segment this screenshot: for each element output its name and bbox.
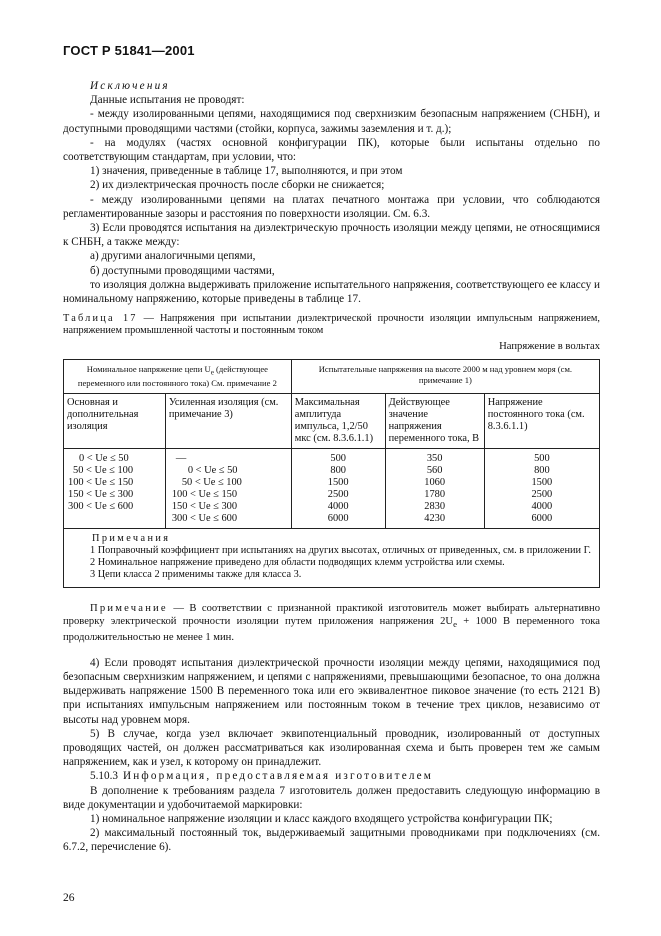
ac-values-cell: 350 560 1060 1780 2830 4230 [385,448,484,528]
section-intro: В дополнение к требованиям раздела 7 изготовитель должен предоставить следующую информацию в виде документации и удобочитаемой маркировки: [63,784,600,811]
col-reinforced-insulation: Усиленная изоляция (см. примечание 3) [165,393,291,448]
range: 50 < Ue ≤ 100 [181,476,242,488]
exception-item: - на модулях (частях основной конфигурации ПК), которые были испытаны отдельно по соответствующим стандартам, при условии, что: [63,136,600,164]
section-item: 1) номинальное напряжение изоляции и класс каждого входящего устройства конфигурации ПК; [90,812,553,825]
notes-title: Примечания [92,532,171,544]
page-number: 26 [63,892,75,904]
exception-item: - между изолированными цепями, находящимися под сверхнизким безопасным напряжением (СНБН), и доступными проводящими частями (стойки, корпуса, зажимы заземления и т. д.); [63,108,600,135]
range: 0 < Ue ≤ 50 [79,452,129,464]
col-impulse: Максимальная амплитуда импульса, 1,2/50 мкс (см. 8.3.6.1.1) [291,393,385,448]
document-header: ГОСТ Р 51841—2001 [63,43,195,58]
remark: Примечание — В соответствии с признанной практикой изготовитель может выбирать альтернативно проверку электрической прочности изоляции путем приложения напряжения $2U_e + 1000$ В переменного тока продолжительностью не менее 1 мин. [63,602,600,643]
exception-item: - между изолированными цепями на платах печатного монтажа при условии, что соблюдаются регламентированные зазоры и расстояния по поверхности изоляции. См. 6.3. [63,193,600,220]
header-nominal-voltage: Номинальное напряжение цепи $U_e$ (действующее переменного или постоянного тока) См. примечание 2 [64,360,292,393]
range: — [175,452,187,464]
exception-item: б) доступными проводящими частями, [90,264,275,277]
range: 150 < Ue ≤ 300 [68,488,134,500]
range: 0 < Ue ≤ 50 [187,464,238,476]
impulse-values-cell: 500 800 1500 2500 4000 6000 [291,448,385,528]
exceptions-intro: Данные испытания не проводят: [90,94,245,107]
table-unit: Напряжение в вольтах [499,341,600,353]
range: 150 < Ue ≤ 300 [171,500,238,512]
dc-values-cell: 500 800 1500 2500 4000 6000 [484,448,599,528]
col-basic-insulation: Основная и дополнительная изоляция [64,393,166,448]
section-item: 2) максимальный постоянный ток, выдерживаемый защитными проводниками при подключениях (см. 6.7.2, перечисление 6). [63,827,600,854]
note-item: 2 Номинальное напряжение приведено для области подводящих клемм устройства или схемы. [90,557,505,569]
exception-item: а) другими аналогичными цепями, [90,250,256,263]
table-caption: Таблица 17 — Напряжения при испытании диэлектрической прочности изоляции импульсным напряжением, напряжением промышленной частоты и постоянным током [63,313,600,337]
exception-item: 3) Если проводятся испытания на диэлектрическую прочность изоляции между цепями, не относящимися к СНБН, а также между: [63,222,600,249]
exception-item: то изоляция должна выдерживать приложение испытательного напряжения, соответствующего ее классу и номинальному напряжению, которые приведены в таблице 17. [63,278,600,306]
page-content [63,79,600,855]
range: 100 < Ue ≤ 150 [171,488,238,500]
note-item: 3 Цепи класса 2 применимы также для класса 3. [90,569,302,581]
exception-item: 2) их диэлектрическая прочность после сборки не снижается; [90,179,385,192]
voltage-table [63,359,600,587]
col-ac: Действующее значение напряжения переменного тока, В [385,393,484,448]
range: 300 < Ue ≤ 600 [171,512,238,524]
section-heading: 5.10.3 Информация, предоставляемая изготовителем [90,770,434,783]
exception-item: 1) значения, приведенные в таблице 17, выполняются, и при этом [90,165,403,178]
range: 300 < Ue ≤ 600 [68,500,134,512]
table-notes [64,528,600,587]
paragraph-4: 4) Если проводят испытания диэлектрической прочности изоляции между цепями, находящимися под безопасным сверхнизким напряжением, и цепями с напряжениями, превышающими безопасное, то она должна выдерживать напряжение 1500 В переменного тока или его эквивалентное пиковое значение (то есть 2121 В) при испытаниях импульсным напряжением или постоянным током в течение трех циклов, независимо от высоты над уровнем моря. [63,656,600,726]
reinforced-ranges-cell [165,448,291,528]
col-dc: Напряжение постоянного тока (см. 8.3.6.1.1) [484,393,599,448]
basic-ranges-cell [64,448,166,528]
note-item: 1 Поправочный коэффициент при испытаниях на других высотах, отличных от приведенных, см. в приложении Г. [90,544,591,556]
range: 100 < Ue ≤ 150 [68,476,134,488]
header-test-voltages: Испытательные напряжения на высоте 2000 м над уровнем моря (см. примечание 1) [291,360,599,393]
paragraph-5: 5) В случае, когда узел включает эквипотенциальный проводник, изолированный от доступных проводящих частей, он должен рассматриваться как изолированная схема и быть проверен тем же самым напряжением, как и узел, к которому он принадлежит. [63,727,600,769]
exceptions-title: Исключения [90,80,170,92]
range: 50 < Ue ≤ 100 [73,464,134,476]
